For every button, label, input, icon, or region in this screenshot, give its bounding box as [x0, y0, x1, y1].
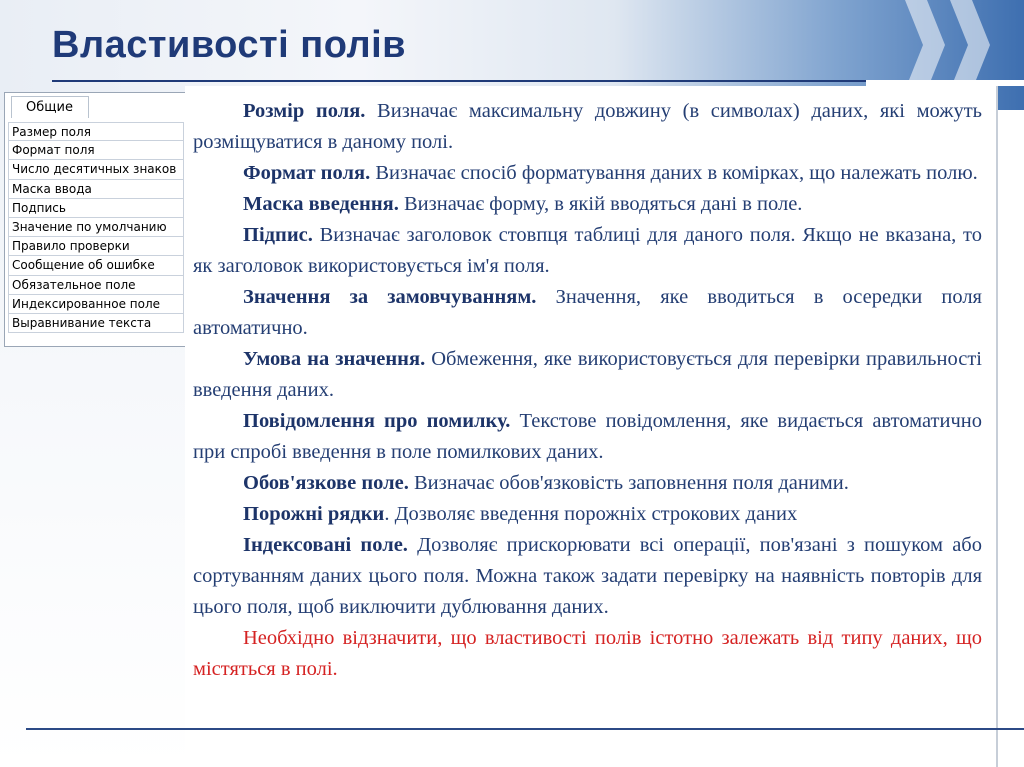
property-default-value[interactable]: Значение по умолчанию	[8, 218, 184, 237]
slide-title: Властивості полів	[52, 24, 407, 66]
property-validation-text[interactable]: Сообщение об ошибке	[8, 256, 184, 275]
desc-paragraph	[185, 530, 996, 623]
property-text-align[interactable]: Выравнивание текста	[8, 314, 184, 333]
property-decimal-places[interactable]: Число десятичных знаков	[8, 160, 184, 179]
desc-text: Визначає обов'язковість заповнення поля даними.	[408, 472, 849, 494]
desc-paragraph	[185, 158, 996, 189]
properties-list	[8, 122, 184, 333]
desc-paragraph	[185, 189, 996, 220]
property-validation-rule[interactable]: Правило проверки	[8, 237, 184, 256]
desc-term: Умова на значення.	[243, 348, 426, 370]
footer-divider	[26, 728, 1024, 730]
desc-text: Визначає форму, в якій вводяться дані в поле.	[398, 193, 803, 215]
desc-term: Обов'язкове поле.	[243, 472, 409, 494]
property-indexed[interactable]: Индексированное поле	[8, 295, 184, 314]
note-paragraph: Необхідно відзначити, що властивості полів істотно залежать від типу даних, що містяться в полі.	[193, 627, 982, 680]
desc-paragraph	[185, 96, 996, 158]
property-field-format[interactable]: Формат поля	[8, 141, 184, 160]
desc-paragraph	[185, 344, 996, 406]
tab-general[interactable]: Общие	[11, 96, 89, 118]
desc-paragraph	[185, 499, 996, 530]
property-input-mask[interactable]: Маска ввода	[8, 180, 184, 199]
property-field-size[interactable]: Размер поля	[8, 122, 184, 141]
property-required[interactable]: Обязательное поле	[8, 276, 184, 295]
desc-paragraph	[185, 220, 996, 282]
desc-text: Текстове повідомлення, яке видається автоматично при спробі введення в поле помилкових даних.	[193, 410, 982, 463]
desc-text: . Дозволяє введення порожніх строкових даних	[384, 503, 798, 525]
desc-text: Визначає спосіб форматування даних в комірках, що належать полю.	[370, 162, 978, 184]
title-underline	[52, 80, 867, 82]
desc-term: Порожні рядки	[243, 503, 385, 525]
desc-paragraph	[185, 282, 996, 344]
desc-text: Дозволяє прискорювати всі операції, пов'язані з пошуком або сортуванням даних цього поля. Можна також задати перевірку на наявність повторів для цього поля, щоб виключити дублювання даних.	[193, 534, 982, 618]
desc-term: Індексовані поле.	[243, 534, 408, 556]
desc-term: Повідомлення про помилку.	[243, 410, 511, 432]
desc-text: Значення, яке вводиться в осередки поля автоматично.	[193, 286, 982, 339]
desc-term: Маска введення.	[243, 193, 399, 215]
desc-paragraph	[185, 406, 996, 468]
desc-term: Формат поля.	[243, 162, 371, 184]
field-properties-panel	[4, 92, 186, 347]
desc-term: Значення за замовчуванням.	[243, 286, 537, 308]
desc-paragraph	[185, 468, 996, 499]
desc-text: Обмеження, яке використовується для перевірки правильності введення даних.	[193, 348, 983, 401]
desc-text: Визначає максимальну довжину (в символах) даних, які можуть розміщуватися в даному полі.	[193, 100, 982, 153]
desc-text: Визначає заголовок стовпця таблиці для даного поля. Якщо не вказана, то як заголовок використовується ім'я поля.	[193, 224, 982, 277]
property-caption[interactable]: Подпись	[8, 199, 184, 218]
desc-term: Розмір поля.	[243, 100, 366, 122]
content-panel	[185, 86, 996, 767]
desc-term: Підпис.	[243, 224, 313, 246]
